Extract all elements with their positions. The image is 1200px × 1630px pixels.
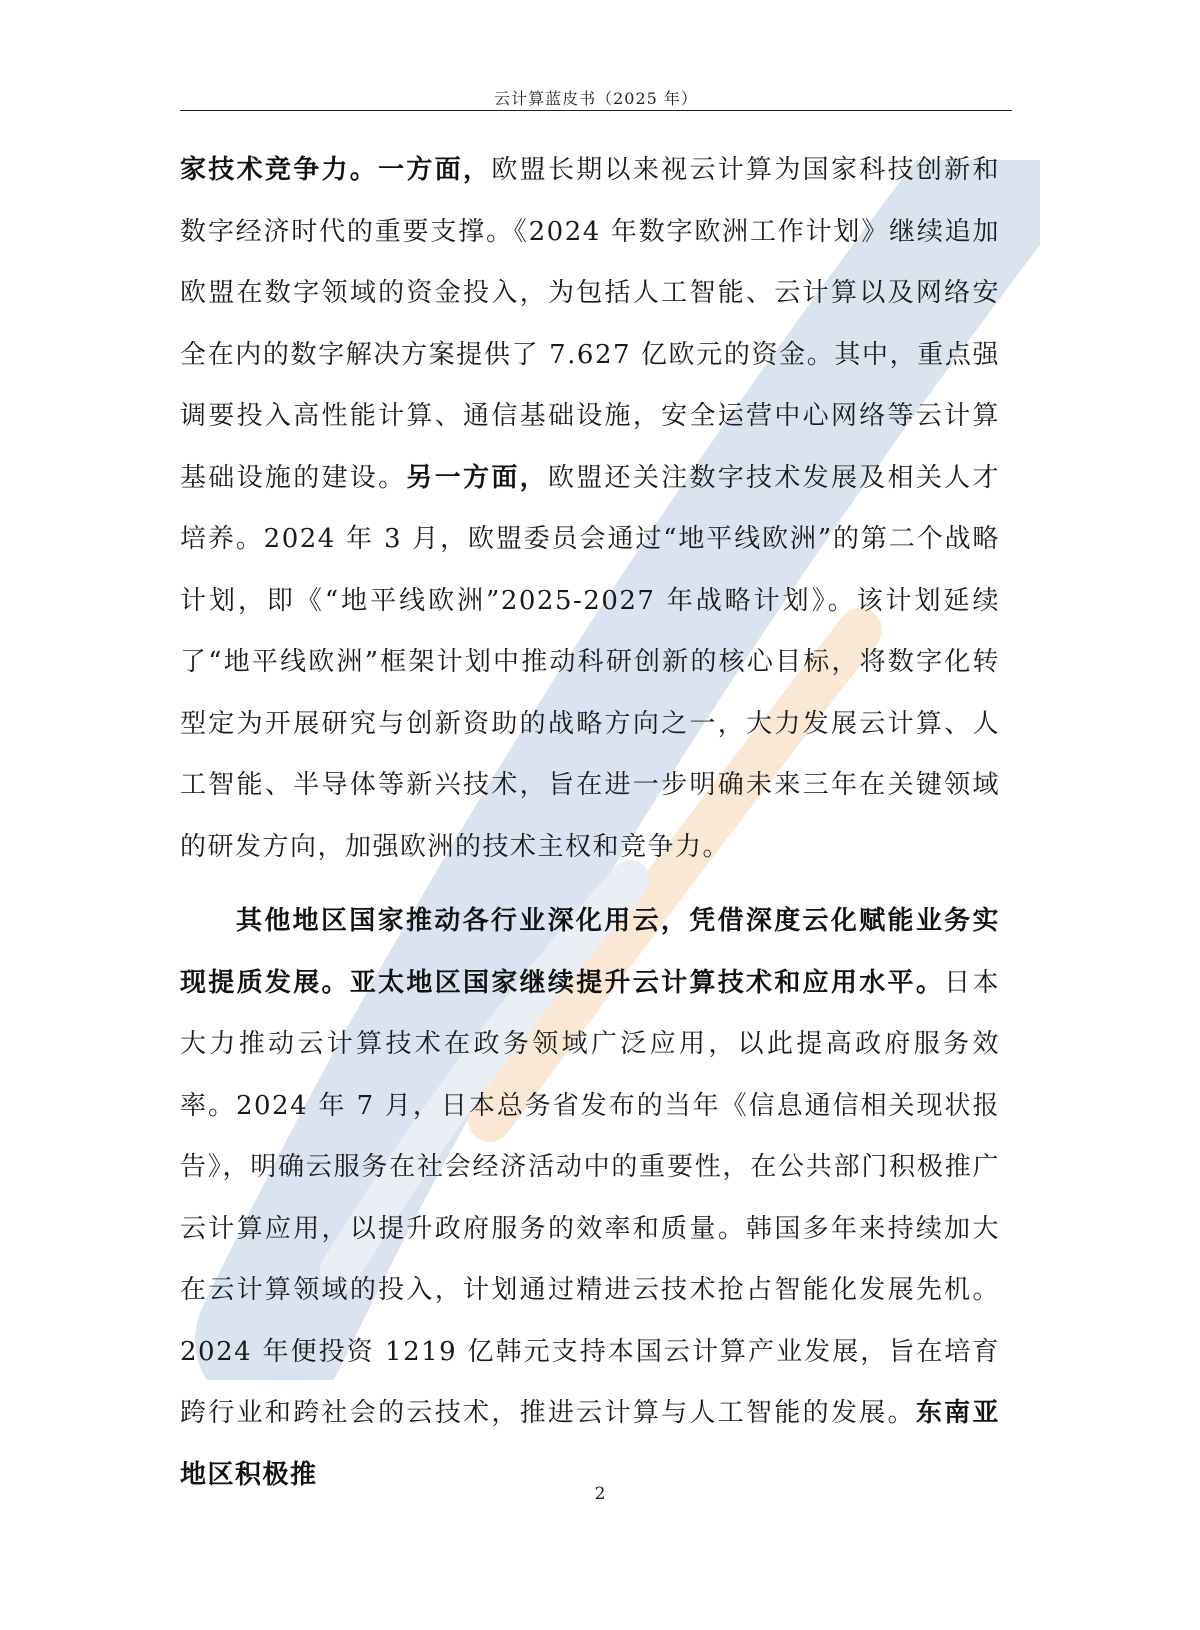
paragraph-other-regions	[180, 891, 1000, 1506]
page-number: 2	[594, 1484, 606, 1504]
emphasis-text: 家技术竞争力。	[180, 155, 379, 185]
emphasis-text: 东南亚地区积极推	[180, 1398, 1000, 1490]
emphasis-text: 另一方面，	[406, 462, 548, 493]
body-text-run: 日本大力推动云计算技术在政务领域广泛应用，以此提高政府服务效率。2024 年 7 月，日本总务省发布的当年《信息通信相关现状报告》，明确云服务在社会经济活动中的重要性，在公共部门积极推广云计算应用，以提升政府服务的效率和质量。韩国多年来持续加大在云计算领域的投入，计划通过精进云技术抢占智能化发展先机。2024 年便投资 1219 亿韩元支持本国云计算产业发展，旨在培育跨行业和跨社会的云技术，推进云计算与人工智能的发展。	[180, 967, 1000, 1428]
page-header: 云计算蓝皮书（2025 年）	[494, 89, 698, 108]
emphasis-text: 一方面，	[378, 155, 492, 185]
emphasis-text: 其他地区国家推动各行业深化用云，凭借深度云化赋能业务实现提质发展。亚太地区国家继续提升云计算技术和应用水平。	[180, 906, 1000, 998]
body-text-run: 欧盟还关注数字技术发展及相关人才培养。2024 年 3 月，欧盟委员会通过“地平线欧洲”的第二个战略计划，即《“地平线欧洲”2025-2027 年战略计划》。该计划延续了“地平线欧洲”框架计划中推动科研创新的核心目标，将数字化转型定为开展研究与创新资助的战略方向之一，大力发展云计算、人工智能、半导体等新兴技术，旨在进一步明确未来三年在关键领域的研发方向，加强欧洲的技术主权和竞争力。	[180, 462, 1000, 862]
paragraph-eu-policy	[180, 140, 1000, 878]
header-divider	[180, 110, 1012, 111]
document-body	[180, 140, 1000, 1506]
body-text-run: 欧盟长期以来视云计算为国家科技创新和数字经济时代的重要支撑。《2024 年数字欧洲工作计划》继续追加欧盟在数字领域的资金投入，为包括人工智能、云计算以及网络安全在内的数字解决方案提供了 7.627 亿欧元的资金。其中，重点强调要投入高性能计算、通信基础设施，安全运营中心网络等云计算基础设施的建设。	[180, 155, 1000, 493]
